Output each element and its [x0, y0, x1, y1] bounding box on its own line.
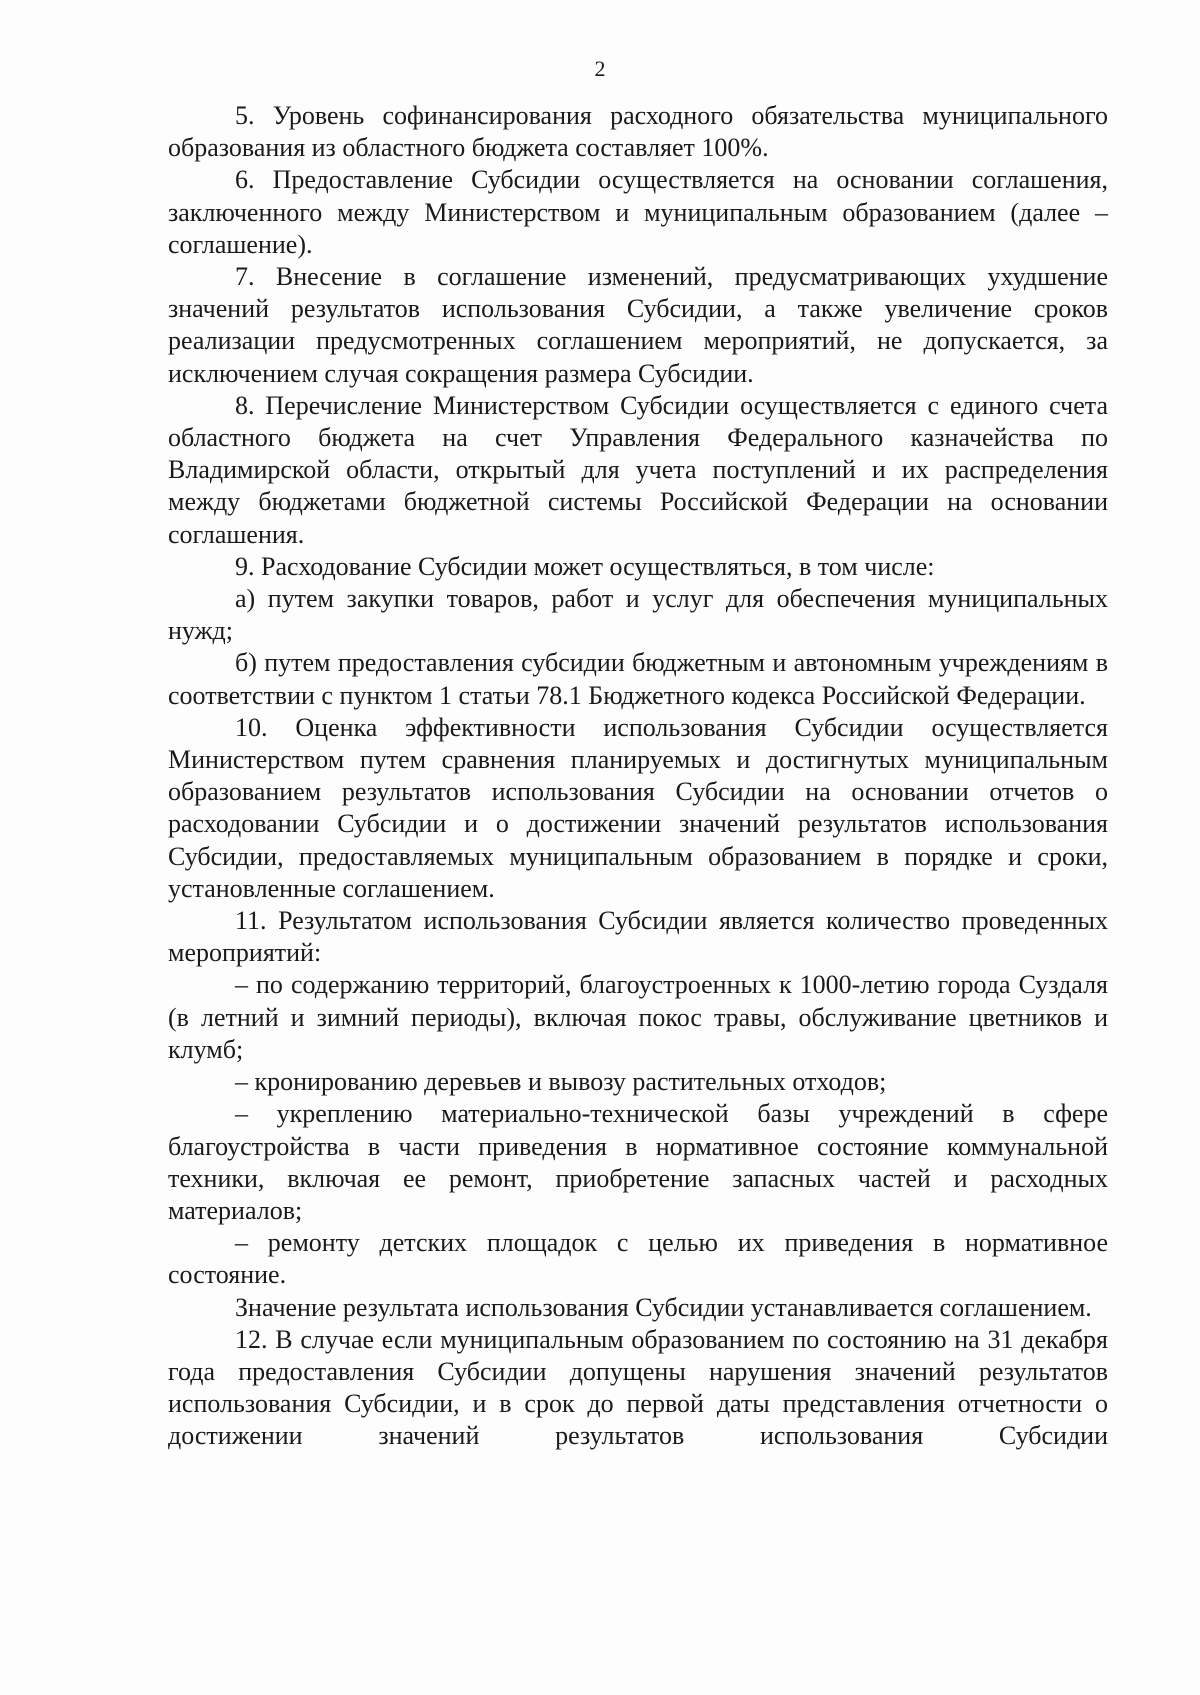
paragraph-9: 9. Расходование Субсидии может осуществляться, в том числе: — [235, 551, 935, 581]
paragraph-result-value: Значение результата использования Субсидии устанавливается соглашением. — [235, 1292, 1092, 1322]
paragraph-5: 5. Уровень софинансирования расходного обязательства муниципального образования из областного бюджета составляет 100%. — [168, 101, 1108, 163]
paragraph-6: 6. Предоставление Субсидии осуществляется на основании соглашения, заключенного между Министерством и муниципальным образованием (далее – соглашение). — [168, 165, 1108, 259]
paragraph-10: 10. Оценка эффективности использования Субсидии осуществляется Министерством путем сравнения планируемых и достигнутых муниципальным образованием результатов использования Субсидии на основании отчетов о расходовании Субсидии и о достижении значений результатов использования Субсидии, предоставляемых муниципальным образованием в порядке и сроки, установленные соглашением. — [168, 712, 1108, 903]
list-item-maintenance: – по содержанию территорий, благоустроенных к 1000-летию города Суздаля (в летний и зимний периоды), включая покос травы, обслуживание цветников и клумб; — [168, 970, 1108, 1064]
document-body — [168, 100, 1108, 1453]
page-number: 2 — [594, 56, 606, 81]
paragraph-11: 11. Результатом использования Субсидии является количество проведенных мероприятий: — [168, 906, 1108, 968]
list-item-tree-pruning: – кронированию деревьев и вывозу растительных отходов; — [235, 1067, 887, 1097]
list-item-playgrounds: – ремонту детских площадок с целью их приведения в нормативное состояние. — [168, 1228, 1108, 1290]
paragraph-7: 7. Внесение в соглашение изменений, предусматривающих ухудшение значений результатов использования Субсидии, а также увеличение сроков реализации предусмотренных соглашением мероприятий, не допускается, за исключением случая сокращения размера Субсидии. — [168, 262, 1108, 388]
list-item-material-base: – укреплению материально-технической базы учреждений в сфере благоустройства в части приведения в нормативное состояние коммунальной техники, включая ее ремонт, приобретение запасных частей и расходных материалов; — [168, 1099, 1108, 1225]
paragraph-9b: б) путем предоставления субсидии бюджетным и автономным учреждениям в соответствии с пунктом 1 статьи 78.1 Бюджетного кодекса Российской Федерации. — [168, 648, 1108, 710]
paragraph-9a: а) путем закупки товаров, работ и услуг для обеспечения муниципальных нужд; — [168, 584, 1108, 646]
paragraph-8: 8. Перечисление Министерством Субсидии осуществляется с единого счета областного бюджета на счет Управления Федерального казначейства по Владимирской области, открытый для учета поступлений и их распределения между бюджетами бюджетной системы Российской Федерации на основании соглашения. — [168, 390, 1108, 549]
paragraph-12: 12. В случае если муниципальным образованием по состоянию на 31 декабря года предоставления Субсидии допущены нарушения значений результатов использования Субсидии, и в срок до первой даты представления отчетности о достижении значений результатов использования Субсидии — [168, 1324, 1108, 1451]
